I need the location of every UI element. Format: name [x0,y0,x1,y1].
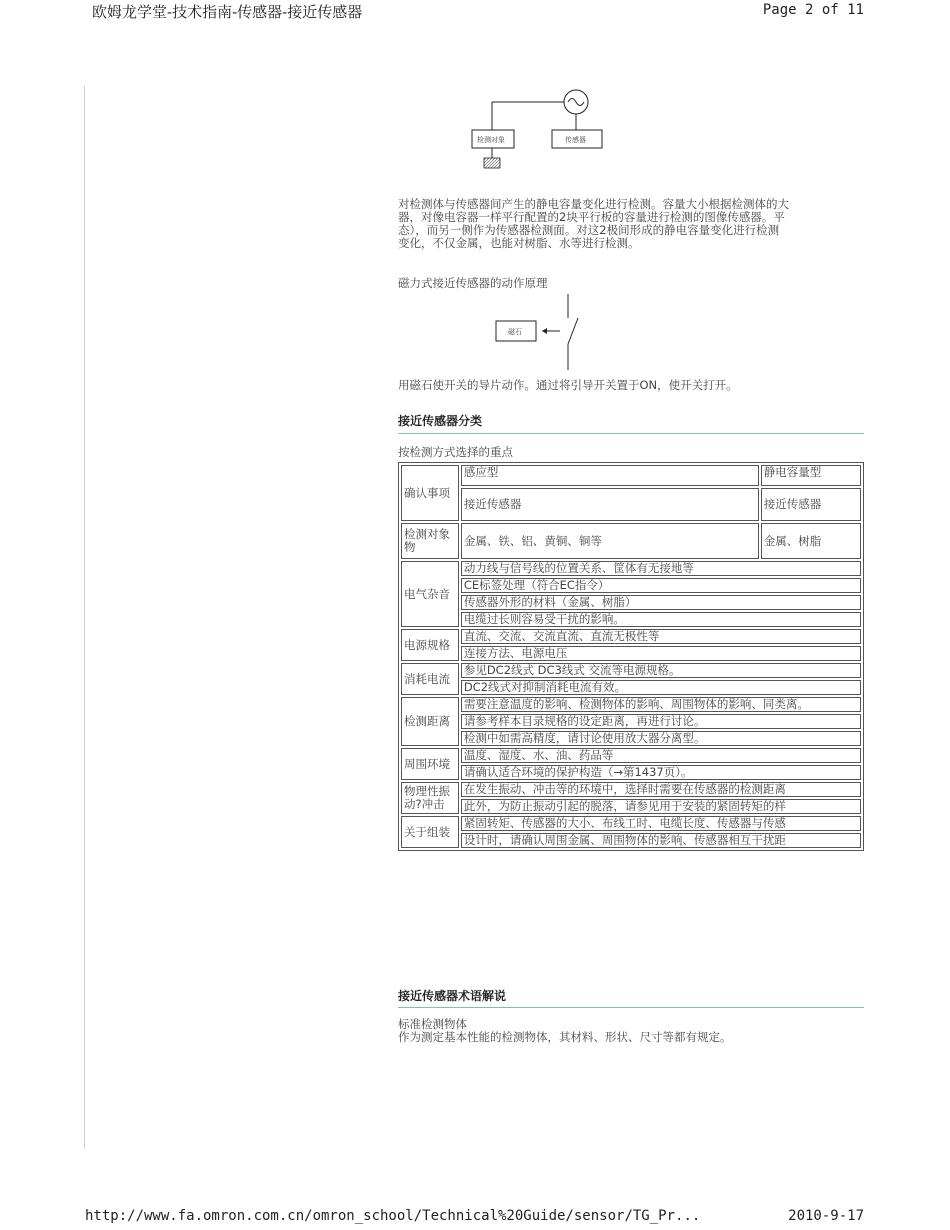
sensor-label: 传感器 [565,136,586,144]
article-content [398,80,864,1060]
capacitive-text-line-3: 态），而另一侧作为传感器检测面。对这2极间形成的静电容量变化进行检测 [398,223,780,237]
table-cell: 紧固转矩、传感器的大小、布线工时、电缆长度、传感器与传感 [461,816,861,831]
table-cell: 在发生振动、冲击等的环境中，选择时需要在传感器的检测距离 [461,782,861,797]
table-cell: DC2线式对抑制消耗电流有效。 [461,680,861,695]
table-cell: 感应型 [461,465,759,486]
classification-title: 接近传感器分类 [398,414,483,428]
row-label: 电源规格 [401,629,459,661]
left-margin-rule [84,86,85,1148]
footer-url[interactable]: http://www.fa.omron.com.cn/omron_school/Technical%20Guide/sensor/TG_Pr... [85,1208,701,1224]
table-cell: 金属、树脂 [761,523,861,559]
capacitive-diagram [468,86,608,176]
term-definition: 作为测定基本性能的检测物体，其材料、形状、尺寸等都有规定。 [398,1030,732,1044]
table-row [401,833,861,848]
term-name: 标准检测物体 [398,1017,467,1031]
table-cell: 此外，为防止振动引起的脱落，请参见用于安装的紧固转矩的样 [461,799,861,814]
page-header-title: 欧姆龙学堂-技术指南-传感器-接近传感器 [92,3,363,21]
table-cell: 连接方法、电源电压 [461,646,861,661]
magnetic-paragraph: 用磁石使开关的导片动作。通过将引导开关置于ON，使开关打开。 [398,378,738,392]
table-row [401,731,861,746]
classification-caption: 按检测方式选择的重点 [398,445,513,459]
table-row [401,629,861,644]
table-cell: 需要注意温度的影响、检测物体的影响、周围物体的影响、同类离。 [461,697,861,712]
table-cell: CE标签处理（符合EC指令） [461,578,861,593]
capacitive-text-line-1: 对检测体与传感器间产生的静电容量变化进行检测。容量大小根据检测体的大 [398,197,789,211]
target-object-label: 检测对象 [477,136,505,144]
table-cell: 参见DC2线式 DC3线式 交流等电源规格。 [461,663,861,678]
table-row [401,714,861,729]
terms-title: 接近传感器术语解说 [398,989,507,1003]
capacitive-text-line-4: 变化，不仅金属，也能对树脂、水等进行检测。 [398,236,640,250]
row-label: 检测距离 [401,697,459,746]
capacitive-text-line-2: 器，对像电容器一样平行配置的2块平行板的容量进行检测的图像传感器。平 [398,210,785,224]
row-label: 确认事项 [401,465,459,521]
table-cell: 动力线与信号线的位置关系、筐体有无接地等 [461,561,861,576]
table-row [401,765,861,780]
table-row [401,578,861,593]
row-label: 电气杂音 [401,561,459,627]
table-cell: 设计时，请确认周围金属、周围物体的影响、传感器相互干扰距 [461,833,861,848]
footer-date: 2010-9-17 [788,1208,864,1224]
row-label: 检测对象物 [401,523,459,559]
table-row [401,595,861,610]
table-cell: 请参考样本目录规格的设定距离，再进行讨论。 [461,714,861,729]
magnet-label: 磁石 [508,328,522,336]
table-cell: 金属、铁、铝、黄铜、铜等 [461,523,759,559]
magnetic-heading: 磁力式接近传感器的动作原理 [398,276,548,290]
table-cell: 电缆过长则容易受干扰的影响。 [461,612,861,627]
table-row [401,465,861,486]
table-cell: 传感器外形的材料（金属、树脂） [461,595,861,610]
page-number: Page 2 of 11 [762,2,864,18]
table-cell: 检测中如需高精度，请讨论使用放大器分离型。 [461,731,861,746]
table-cell: 接近传感器 [761,488,861,521]
table-row [401,561,861,576]
classification-rule [398,433,864,434]
table-cell: 请确认适合环境的保护构造（→第1437页）。 [461,765,861,780]
terms-rule [398,1007,864,1008]
row-label: 周围环境 [401,748,459,780]
table-row [401,612,861,627]
table-cell: 直流、交流、交流直流、直流无极性等 [461,629,861,644]
row-label: 物理性振动?冲击 [401,782,459,814]
table-row [401,782,861,797]
row-label: 消耗电流 [401,663,459,695]
table-cell: 静电容量型 [761,465,861,486]
table-row [401,799,861,814]
classification-table [398,462,864,851]
row-label: 关于组装 [401,816,459,848]
table-row [401,697,861,712]
table-cell: 接近传感器 [461,488,759,521]
table-row [401,748,861,763]
table-row [401,488,861,521]
table-row [401,646,861,661]
table-row [401,816,861,831]
table-row [401,663,861,678]
table-row [401,680,861,695]
table-cell: 温度、湿度、水、油、药品等 [461,748,861,763]
table-row [401,523,861,559]
